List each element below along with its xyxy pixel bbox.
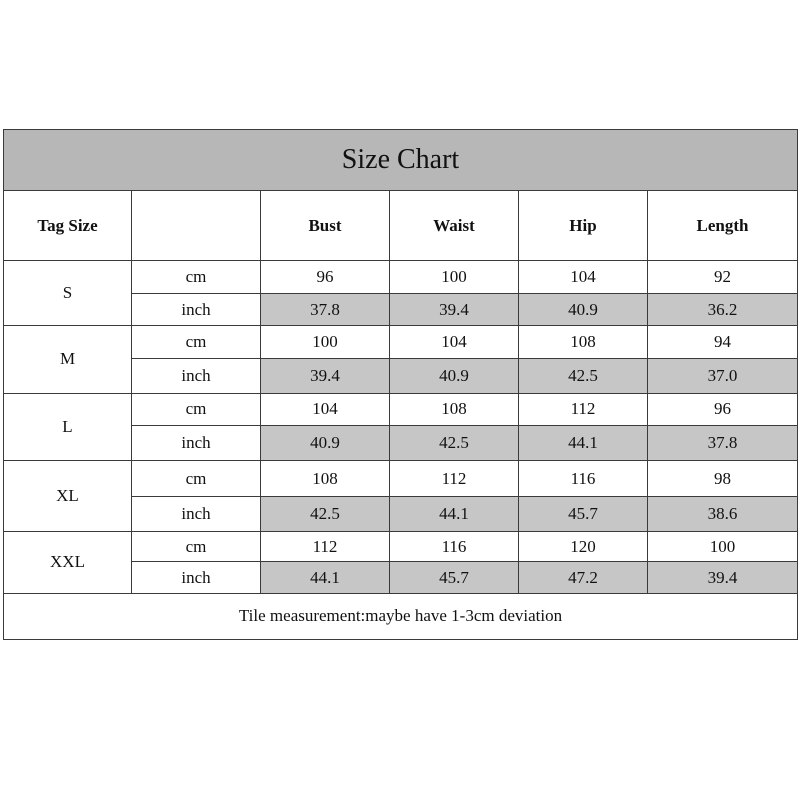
length-value: 94 xyxy=(648,326,798,359)
hip-value: 108 xyxy=(519,326,648,359)
bust-value: 108 xyxy=(261,460,390,496)
waist-value: 112 xyxy=(390,460,519,496)
unit-label: cm xyxy=(132,532,261,562)
length-value: 92 xyxy=(648,260,798,293)
length-value: 38.6 xyxy=(648,497,798,532)
waist-header: Waist xyxy=(390,191,519,260)
size-label: M xyxy=(4,326,132,393)
bust-value: 42.5 xyxy=(261,497,390,532)
waist-value: 40.9 xyxy=(390,359,519,393)
table-row xyxy=(4,393,798,425)
hip-value: 104 xyxy=(519,260,648,293)
length-value: 37.8 xyxy=(648,425,798,460)
measurement-note: Tile measurement:maybe have 1-3cm deviation xyxy=(4,593,798,639)
length-value: 96 xyxy=(648,393,798,425)
size-label: S xyxy=(4,260,132,325)
tag-size-header: Tag Size xyxy=(4,191,132,260)
unit-label: cm xyxy=(132,393,261,425)
length-header: Length xyxy=(648,191,798,260)
size-label: L xyxy=(4,393,132,460)
bust-header: Bust xyxy=(261,191,390,260)
waist-value: 45.7 xyxy=(390,562,519,593)
unit-header xyxy=(132,191,261,260)
waist-value: 44.1 xyxy=(390,497,519,532)
table-row xyxy=(4,260,798,293)
waist-value: 116 xyxy=(390,532,519,562)
bust-value: 104 xyxy=(261,393,390,425)
hip-value: 42.5 xyxy=(519,359,648,393)
bust-value: 112 xyxy=(261,532,390,562)
unit-label: cm xyxy=(132,260,261,293)
length-value: 36.2 xyxy=(648,293,798,325)
length-value: 100 xyxy=(648,532,798,562)
header-row xyxy=(4,191,798,260)
size-chart-table xyxy=(3,129,798,640)
waist-value: 39.4 xyxy=(390,293,519,325)
waist-value: 108 xyxy=(390,393,519,425)
hip-value: 44.1 xyxy=(519,425,648,460)
unit-label: inch xyxy=(132,497,261,532)
unit-label: cm xyxy=(132,460,261,496)
size-chart-title: Size Chart xyxy=(4,130,798,191)
unit-label: inch xyxy=(132,425,261,460)
unit-label: cm xyxy=(132,326,261,359)
unit-label: inch xyxy=(132,562,261,593)
hip-value: 45.7 xyxy=(519,497,648,532)
waist-value: 100 xyxy=(390,260,519,293)
hip-header: Hip xyxy=(519,191,648,260)
bust-value: 39.4 xyxy=(261,359,390,393)
size-label: XL xyxy=(4,460,132,531)
length-value: 37.0 xyxy=(648,359,798,393)
hip-value: 47.2 xyxy=(519,562,648,593)
waist-value: 42.5 xyxy=(390,425,519,460)
length-value: 98 xyxy=(648,460,798,496)
bust-value: 44.1 xyxy=(261,562,390,593)
table-row xyxy=(4,460,798,496)
waist-value: 104 xyxy=(390,326,519,359)
bust-value: 96 xyxy=(261,260,390,293)
length-value: 39.4 xyxy=(648,562,798,593)
hip-value: 112 xyxy=(519,393,648,425)
size-label: XXL xyxy=(4,532,132,593)
bust-value: 100 xyxy=(261,326,390,359)
table-row xyxy=(4,532,798,562)
unit-label: inch xyxy=(132,359,261,393)
table-row xyxy=(4,326,798,359)
hip-value: 120 xyxy=(519,532,648,562)
hip-value: 116 xyxy=(519,460,648,496)
bust-value: 40.9 xyxy=(261,425,390,460)
hip-value: 40.9 xyxy=(519,293,648,325)
bust-value: 37.8 xyxy=(261,293,390,325)
unit-label: inch xyxy=(132,293,261,325)
